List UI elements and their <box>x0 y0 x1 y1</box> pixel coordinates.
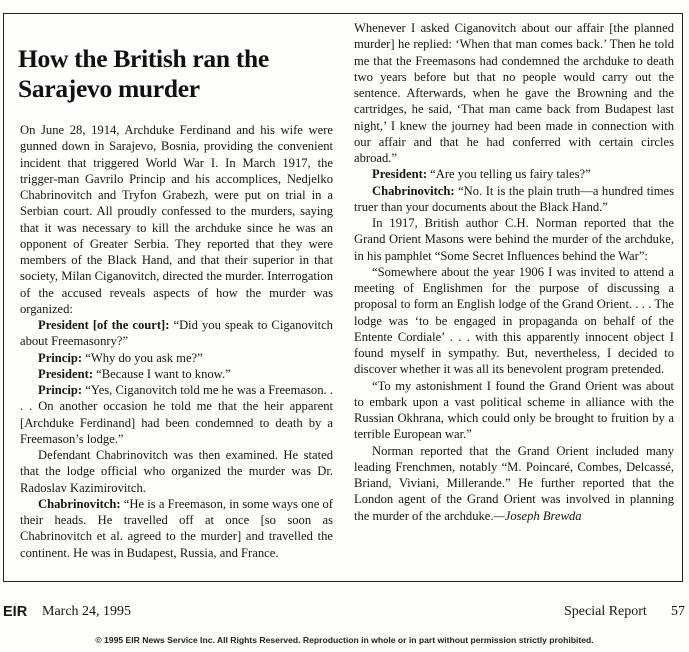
paragraph <box>354 183 674 216</box>
paragraph <box>354 443 674 524</box>
speaker-label: Princip: <box>38 350 83 365</box>
speaker-label: Princip: <box>38 383 83 397</box>
right-column <box>354 20 674 524</box>
paragraph-text: On June 28, 1914, Archduke Ferdinand and his wife were gunned down in Sarajevo, Bosnia, providing the convenient incident that triggered World War I. In March 1917, the trigger-man Gavrilo Princip and his accomplices, Nedjelko Chabrinovitch and Tryfon Grabezh, were put on trial in a Serbian court. All proudly confessed to the murders, saying that it was necessary to kill the archduke since he was an opponent of Greater Serbia. They reported that they were members of the Black Hand, and that their superior in that society, Milan Ciganovitch, directed the murder. Interrogation of the accused reveals aspects of how the murder was organized: <box>20 123 333 316</box>
paragraph <box>20 317 333 350</box>
paragraph <box>20 382 333 447</box>
paragraph-text: Whenever I asked Ciganovitch about our affair [the planned murder] he replied: ‘When that man comes back.’ Then he told me that the Freemasons had condemned the archduke to death two years before but that no people would carry out the sentence. Afterwards, when he gave the Browning and the cartridges, he said, ‘That man came back from Budapest last night,’ I knew the journey had been made in connection with our affair and that he had conferred with certain circles abroad.” <box>354 21 674 165</box>
paragraph-text: “He is a Freemason, in some ways one of their heads. He travelled off at once [so soon as Chabrinovitch et al. agreed to the murder] and travelled the continent. He was in Budapest, Russia, and France. <box>20 496 333 560</box>
paragraph-text: Norman reported that the Grand Orient included many leading Frenchmen, notably “M. Poincaré, Combes, Delcassé, Briand, Viviani, Millerande.” He further reported that the London agent of the Grand Orient was involved in planning the murder of the archduke. <box>354 443 674 523</box>
paragraph <box>354 166 674 182</box>
paragraph-text: “Because I want to know.” <box>93 366 231 381</box>
author-byline: —Joseph Brewda <box>493 508 582 523</box>
paragraph-text: In 1917, British author C.H. Norman reported that the Grand Orient Masons were behind the murder of the archduke, in his pamphlet “Some Secret Influences behind the War”: <box>354 216 674 263</box>
paragraph-text: “Somewhere about the year 1906 I was invited to attend a meeting of Englishmen for the purpose of discussing a proposal to form an English lodge of the Grand Orient. . . . The lodge was ‘to be engaged in propaganda on behalf of the Entente Cordiale’ . . . with this apparently innocent object I found myself in sympathy. But, nevertheless, I decided to discover whether it was all its benevolent program pretended. <box>354 264 674 377</box>
speaker-label: President [of the court]: <box>38 318 170 332</box>
left-column-body <box>20 122 333 561</box>
page-footer <box>0 604 689 624</box>
paragraph <box>354 264 674 378</box>
paragraph <box>20 122 333 317</box>
article-box <box>3 13 683 582</box>
paragraph-text: “Why do you ask me?” <box>82 350 203 365</box>
paragraph-text: “Are you telling us fairy tales?” <box>427 167 591 182</box>
speaker-label: Chabrinovitch: <box>38 496 121 511</box>
speaker-label: President: <box>372 167 428 182</box>
paragraph-text: Defendant Chabrinovitch was then examined. He stated that the lodge official who organized the murder was Dr. Radoslav Kazimirovitch. <box>20 448 333 495</box>
speaker-label: President: <box>38 366 94 381</box>
page-number: 57 <box>671 604 685 619</box>
paragraph-text: “Did you speak to Ciganovitch about Freemasonry?” <box>20 318 333 349</box>
article-title: How the British ran the Sarajevo murder <box>18 44 269 103</box>
paragraph <box>354 215 674 264</box>
paragraph <box>20 496 333 561</box>
copyright-notice: © 1995 EIR News Service Inc. All Rights Reserved. Reproduction in whole or in part without permission strictly prohibited. <box>95 635 594 645</box>
speaker-label: Chabrinovitch: <box>372 183 455 198</box>
paragraph-text: “To my astonishment I found the Grand Orient was about to embark upon a vast political scheme in alliance with the Russian Okhrana, which could only be brought to fruition by a terrible European war.” <box>354 378 674 442</box>
publication-brand: EIR <box>3 604 28 620</box>
section-name: Special Report <box>564 604 647 619</box>
issue-date: March 24, 1995 <box>42 604 132 619</box>
paragraph <box>354 20 674 166</box>
paragraph <box>20 366 333 382</box>
paragraph-text: “No. It is the plain truth—a hundred times truer than your documents about the Black Hand.” <box>354 183 674 214</box>
paragraph <box>20 447 333 496</box>
paragraph-text: “Yes, Ciganovitch told me he was a Freemason. . . . On another occasion he told me that the heir apparent [Archduke Ferdinand] had been condemned to death by a Freemason’s lodge.” <box>20 383 333 446</box>
paragraph <box>354 378 674 443</box>
paragraph <box>20 350 333 366</box>
